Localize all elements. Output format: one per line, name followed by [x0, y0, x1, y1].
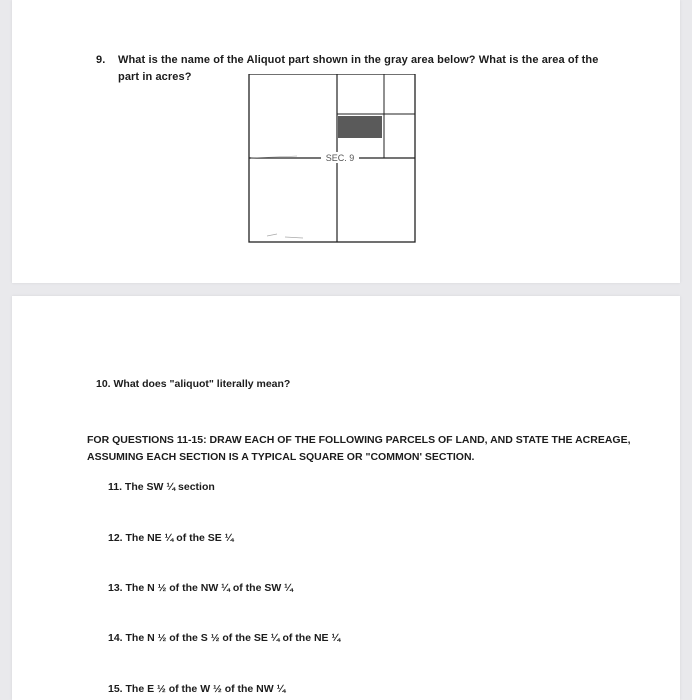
question-14: 14. The N ½ of the S ½ of the SE ¼ of the NE ¼ [108, 632, 341, 644]
instructions-11-15: FOR QUESTIONS 11-15: DRAW EACH OF THE FOLLOWING PARCELS OF LAND, AND STATE THE ACREAGE, ASSUMING EACH SECTION IS A TYPICAL SQUARE OR "COMMON' SECTION. [87, 434, 631, 463]
question-15: 15. The E ½ of the W ½ of the NW ¼ [108, 683, 286, 695]
shaded-parcel [338, 116, 382, 138]
question-11: 11. The SW ¼ section [108, 481, 215, 493]
question-9-text: What is the name of the Aliquot part shown in the gray area below? What is the area of the part in acres? [118, 54, 599, 83]
section-9-diagram [237, 74, 417, 244]
scan-mark [267, 234, 303, 238]
question-10: 10. What does "aliquot" literally mean? [96, 378, 291, 390]
question-9-number: 9. [96, 54, 106, 66]
question-12: 12. The NE ¼ of the SE ¼ [108, 532, 234, 544]
question-13: 13. The N ½ of the NW ¼ of the SW ¼ [108, 582, 293, 594]
section-label: SEC. 9 [325, 153, 355, 163]
